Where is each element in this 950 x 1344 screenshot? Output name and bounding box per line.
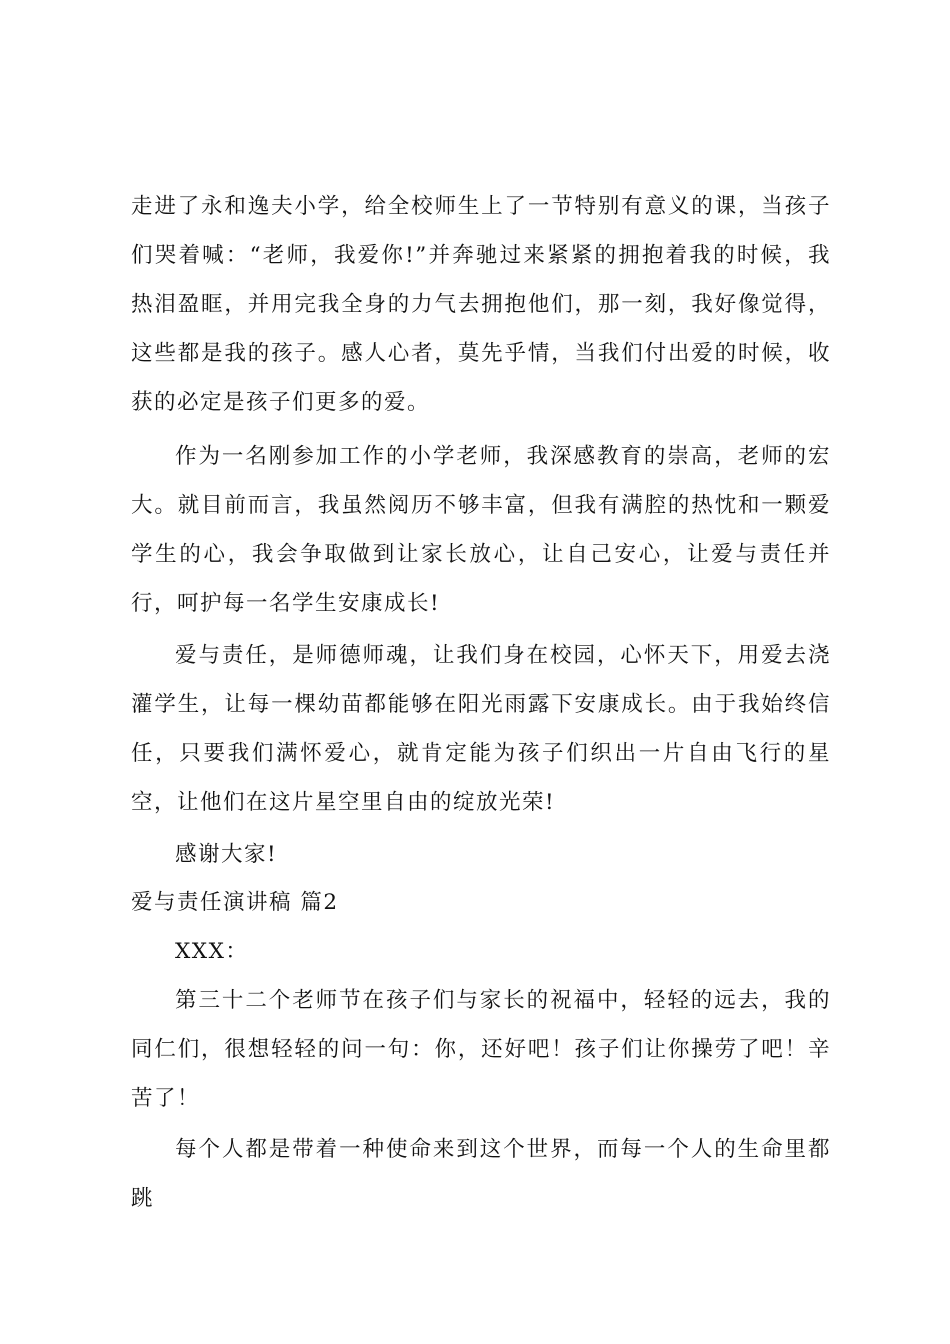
section-title: 爱与责任演讲稿 篇2 bbox=[131, 890, 339, 915]
paragraph-1: 走进了永和逸夫小学，给全校师生上了一节特别有意义的课，当孩子们哭着喊：“老师，我爱你!”并奔驰过来紧紧的拥抱着我的时候，我热泪盈眶，并用完我全身的力气去拥抱他们，那一刻，我好像觉得，这些都是我的孩子。感人心者，莫先乎情，当我们付出爱的时候，收获的必定是孩子们更多的爱。 bbox=[131, 194, 831, 415]
paragraph-5: 每个人都是带着一种使命来到这个世界，而每一个人的生命里都跳 bbox=[131, 1137, 831, 1211]
closing-thanks: 感谢大家! bbox=[175, 842, 278, 867]
paragraph-3: 爱与责任，是师德师魂，让我们身在校园，心怀天下，用爱去浇灌学生，让每一棵幼苗都能够在阳光雨露下安康成长。由于我始终信任，只要我们满怀爱心，就肯定能为孩子们织出一片自由飞行的星空，让他们在这片星空里自由的绽放光荣! bbox=[131, 643, 831, 815]
paragraph-4: 第三十二个老师节在孩子们与家长的祝福中，轻轻的远去，我的同仁们，很想轻轻的问一句：你，还好吧！孩子们让你操劳了吧！辛苦了！ bbox=[131, 988, 831, 1111]
salutation: XXX： bbox=[175, 939, 249, 964]
paragraph-2: 作为一名刚参加工作的小学老师，我深感教育的崇高，老师的宏大。就目前而言，我虽然阅历不够丰富，但我有满腔的热忱和一颗爱学生的心，我会争取做到让家长放心，让自己安心，让爱与责任并行，呵护每一名学生安康成长! bbox=[131, 444, 831, 616]
